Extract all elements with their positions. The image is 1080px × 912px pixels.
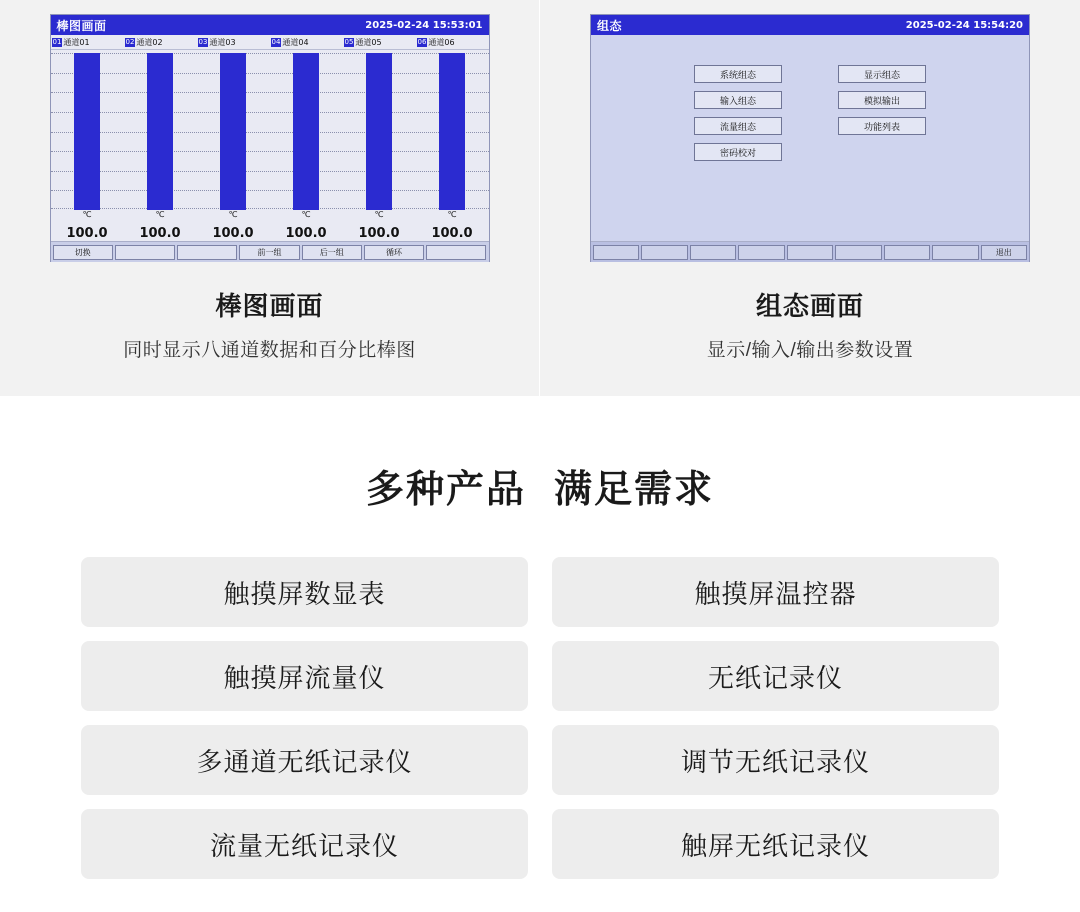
channel-header <box>197 35 270 49</box>
unit-row <box>51 210 489 224</box>
config-lcd <box>590 14 1030 262</box>
bar-column <box>416 53 489 210</box>
product-item[interactable]: 触摸屏流量仪 <box>81 641 528 711</box>
channel-header <box>270 35 343 49</box>
bar-titlebar <box>51 15 489 35</box>
channel-number: 01 <box>52 37 62 46</box>
bar-fill <box>147 53 173 210</box>
product-item[interactable]: 调节无纸记录仪 <box>552 725 999 795</box>
product-item[interactable]: 触摸屏数显表 <box>81 557 528 627</box>
bar-graph-lcd <box>50 14 490 262</box>
channel-label: 通道02 <box>136 37 163 47</box>
softkey-cycle[interactable]: 循环 <box>364 245 424 260</box>
bar-column <box>343 53 416 210</box>
bar-fill <box>293 53 319 210</box>
config-menu-grid <box>694 65 926 161</box>
config-menu-input[interactable]: 输入组态 <box>694 91 782 109</box>
config-screen-title: 组态 <box>597 18 623 33</box>
channel-value: 100.0 <box>358 225 400 241</box>
config-menu-flow[interactable]: 流量组态 <box>694 117 782 135</box>
channel-label: 通道04 <box>282 37 309 47</box>
softkey-blank[interactable] <box>738 245 784 260</box>
config-caption-title: 组态画面 <box>755 291 864 321</box>
channel-value: 100.0 <box>66 225 108 241</box>
softkey-blank[interactable] <box>177 245 237 260</box>
softkey-blank[interactable] <box>690 245 736 260</box>
product-item[interactable]: 触屏无纸记录仪 <box>552 809 999 879</box>
channel-unit: ℃ <box>374 210 384 219</box>
headline-part-2: 满足需求 <box>554 469 715 511</box>
bar-screen-title: 棒图画面 <box>56 18 107 33</box>
channel-label: 通道03 <box>209 37 236 47</box>
channel-unit: ℃ <box>155 210 165 219</box>
config-body <box>591 35 1029 242</box>
channel-header <box>124 35 197 49</box>
softkey-blank[interactable] <box>115 245 175 260</box>
channel-number: 05 <box>344 37 354 46</box>
channel-unit: ℃ <box>228 210 238 219</box>
softkey-blank[interactable] <box>641 245 687 260</box>
channel-value: 100.0 <box>285 225 327 241</box>
channel-number: 06 <box>417 37 427 46</box>
channel-header <box>51 35 124 49</box>
config-screen-softkey-bar <box>591 242 1029 262</box>
channel-number: 04 <box>271 37 281 46</box>
channel-label: 通道01 <box>63 37 90 47</box>
softkey-blank[interactable] <box>593 245 639 260</box>
config-screen-panel <box>540 0 1080 396</box>
softkey-blank[interactable] <box>426 245 486 260</box>
channel-label: 通道06 <box>428 37 455 47</box>
channel-value: 100.0 <box>212 225 254 241</box>
bar-caption-subtitle: 同时显示八通道数据和百分比棒图 <box>123 340 416 361</box>
config-menu-password[interactable]: 密码校对 <box>694 143 782 161</box>
config-caption-subtitle: 显示/输入/输出参数设置 <box>706 340 914 361</box>
channel-unit: ℃ <box>301 210 311 219</box>
bar-column <box>124 53 197 210</box>
bar-fill <box>220 53 246 210</box>
softkey-exit[interactable]: 退出 <box>981 245 1027 260</box>
softkey-blank[interactable] <box>884 245 930 260</box>
product-item[interactable]: 多通道无纸记录仪 <box>81 725 528 795</box>
bar-graph-body <box>51 35 489 242</box>
section-headline <box>0 458 1080 513</box>
bar-fill <box>366 53 392 210</box>
device-screens-section <box>0 0 1080 396</box>
product-item[interactable]: 无纸记录仪 <box>552 641 999 711</box>
bar-screen-datetime: 2025-02-24 15:53:01 <box>365 19 483 31</box>
bar-column <box>197 53 270 210</box>
bar-caption-title: 棒图画面 <box>215 291 324 321</box>
softkey-blank[interactable] <box>932 245 978 260</box>
softkey-blank[interactable] <box>835 245 881 260</box>
product-item[interactable]: 流量无纸记录仪 <box>81 809 528 879</box>
channel-header <box>416 35 489 49</box>
value-row <box>51 224 489 242</box>
product-list-grid <box>81 557 999 879</box>
softkey-next-group[interactable]: 后一组 <box>302 245 362 260</box>
config-screen-datetime: 2025-02-24 15:54:20 <box>905 19 1023 31</box>
bar-screen-panel <box>0 0 540 396</box>
softkey-switch[interactable]: 切换 <box>53 245 113 260</box>
channel-number: 02 <box>125 37 135 46</box>
channel-value: 100.0 <box>431 225 473 241</box>
channel-unit: ℃ <box>82 210 92 219</box>
bar-column <box>270 53 343 210</box>
bar-column <box>51 53 124 210</box>
channel-header-row <box>51 35 489 50</box>
config-menu-display[interactable]: 显示组态 <box>838 65 926 83</box>
bar-fill <box>74 53 100 210</box>
channel-label: 通道05 <box>355 37 382 47</box>
config-menu-function-list[interactable]: 功能列表 <box>838 117 926 135</box>
channel-unit: ℃ <box>447 210 457 219</box>
softkey-prev-group[interactable]: 前一组 <box>239 245 299 260</box>
channel-number: 03 <box>198 37 208 46</box>
channel-header <box>343 35 416 49</box>
product-item[interactable]: 触摸屏温控器 <box>552 557 999 627</box>
bar-graph-plot <box>51 50 489 210</box>
config-menu-analog-output[interactable]: 模拟输出 <box>838 91 926 109</box>
bar-screen-softkey-bar <box>51 242 489 262</box>
bar-fill <box>439 53 465 210</box>
softkey-blank[interactable] <box>787 245 833 260</box>
headline-part-1: 多种产品 <box>365 469 526 511</box>
config-menu-system[interactable]: 系统组态 <box>694 65 782 83</box>
channel-value: 100.0 <box>139 225 181 241</box>
config-titlebar <box>591 15 1029 35</box>
